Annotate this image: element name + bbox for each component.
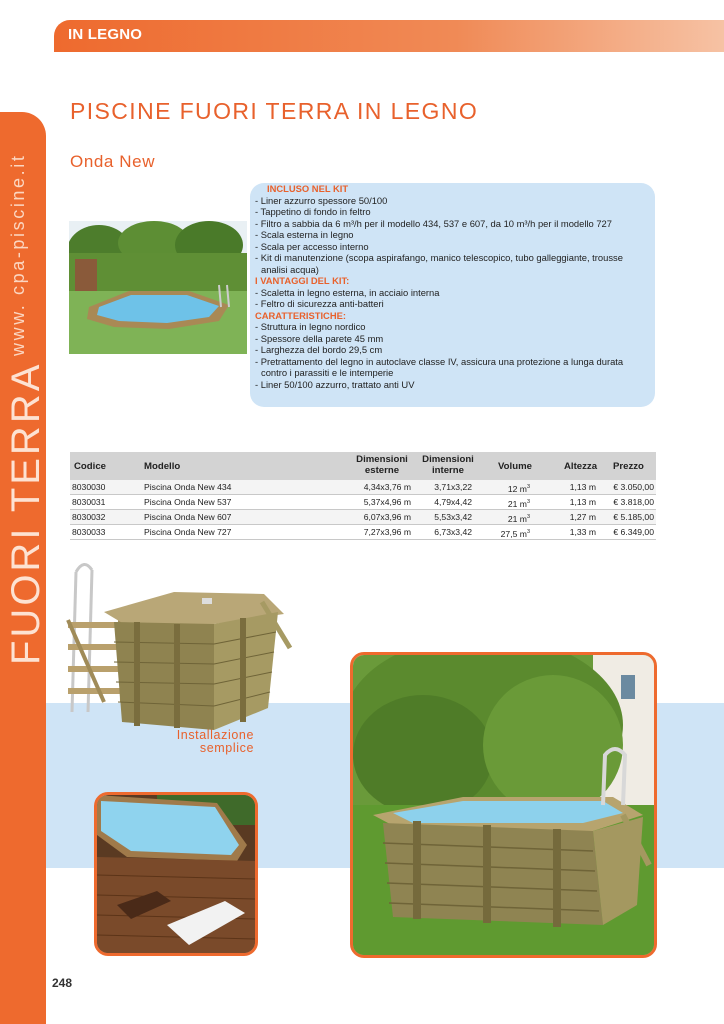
kit-item: - Scala per accesso interno [255,240,369,252]
sidebar-website: www. cpa-piscine.it [8,153,28,356]
kit-item: - Spessore della parete 45 mm [255,332,384,344]
cell-modello: Piscina Onda New 727 [144,527,232,537]
cell-int: 5,53x3,42 [434,512,472,522]
cell-modello: Piscina Onda New 607 [144,512,232,522]
cell-int: 3,71x3,22 [434,482,472,492]
col-altezza: Altezza [564,461,598,472]
sidebar-section-title: FUORI TERRA [4,361,48,665]
price-table [70,452,656,540]
kit-item: - Feltro di sicurezza anti-batteri [255,298,384,309]
cell-altezza: 1,13 m [569,497,596,507]
cell-est: 5,37x4,96 m [363,497,411,507]
cell-codice: 8030033 [72,527,106,537]
cell-volume: 12 $m^3$ [507,484,530,494]
cell-codice: 8030030 [72,482,106,492]
cell-int: 6,73x3,42 [434,527,472,537]
header-banner [54,20,724,52]
cell-altezza: 1,27 m [569,512,596,522]
kit-item: - Kit di manutenzione (scopa aspirafango, manico telescopico, tubo galleggiante, trousse [255,252,623,263]
kit-item: - Liner azzurro spessore 50/100 [255,194,388,206]
kit-item: analisi acqua) [261,263,319,275]
cell-est: 4,34x3,76 m [363,482,411,492]
kit-item: - Liner 50/100 azzurro, trattato anti UV [255,378,415,390]
col-prezzo: Prezzo [613,461,644,472]
kit-heading: INCLUSO NEL KIT [267,183,349,194]
install-caption: Installazione semplice [176,728,254,755]
pool-garden-photo [69,221,247,354]
cell-prezzo: € 6.349,00 [613,527,654,537]
cell-modello: Piscina Onda New 537 [144,497,232,507]
kit-item: - Struttura in legno nordico [255,321,366,332]
cell-volume: 21 $m^3$ [507,499,530,509]
deck-pool-photo [94,792,258,956]
page-number: 248 [52,976,73,990]
cell-altezza: 1,33 m [569,527,596,537]
table-row [70,480,656,495]
section-label: IN LEGNO [68,26,143,43]
kit-item: - Scala esterna in legno [255,229,354,240]
cell-modello: Piscina Onda New 434 [144,482,232,492]
col-dim-esterne: Dimensioni esterne [356,454,408,476]
product-name: Onda New [70,152,156,171]
kit-heading: I VANTAGGI DEL KIT: [255,275,350,286]
kit-item: - Pretrattamento del legno in autoclave classe IV, assicura una protezione a lunga durata [255,355,624,367]
cell-int: 4,79x4,42 [434,497,472,507]
table-body [70,480,656,540]
page-title: PISCINE FUORI TERRA IN LEGNO [70,98,479,124]
wooden-pool-illustration [64,562,296,752]
col-dim-interne: Dimensioni interne [422,454,474,476]
kit-list [255,183,653,390]
table-row [70,525,656,540]
kit-item: - Tappetino di fondo in feltro [255,206,371,217]
kit-item: - Filtro a sabbia da 6 m³/h per il modello 434, 537 e 607, da 10 m³/h per il modello 727 [255,217,612,229]
col-modello: Modello [144,461,181,472]
cell-codice: 8030031 [72,497,106,507]
cell-volume: 21 $m^3$ [507,514,530,524]
cell-est: 7,27x3,96 m [363,527,411,537]
kit-item: - Scaletta in legno esterna, in acciaio interna [255,286,440,298]
cell-prezzo: € 3.818,00 [613,497,654,507]
table-row [70,510,656,525]
backyard-pool-photo [350,652,657,958]
cell-volume: 27,5 $m^3$ [500,529,530,539]
col-codice: Codice [74,461,106,472]
kit-item: - Larghezza del bordo 29,5 cm [255,344,383,355]
kit-item: contro i parassiti e le intemperie [261,367,394,378]
cell-codice: 8030032 [72,512,106,522]
cell-altezza: 1,13 m [569,482,596,492]
table-row [70,495,656,510]
kit-heading: CARATTERISTICHE: [255,309,346,321]
col-volume: Volume [498,461,532,472]
cell-prezzo: € 3.050,00 [613,482,654,492]
table-header [70,452,656,480]
cell-prezzo: € 5.185,00 [613,512,654,522]
kit-description-box [250,183,655,407]
cell-est: 6,07x3,96 m [363,512,411,522]
